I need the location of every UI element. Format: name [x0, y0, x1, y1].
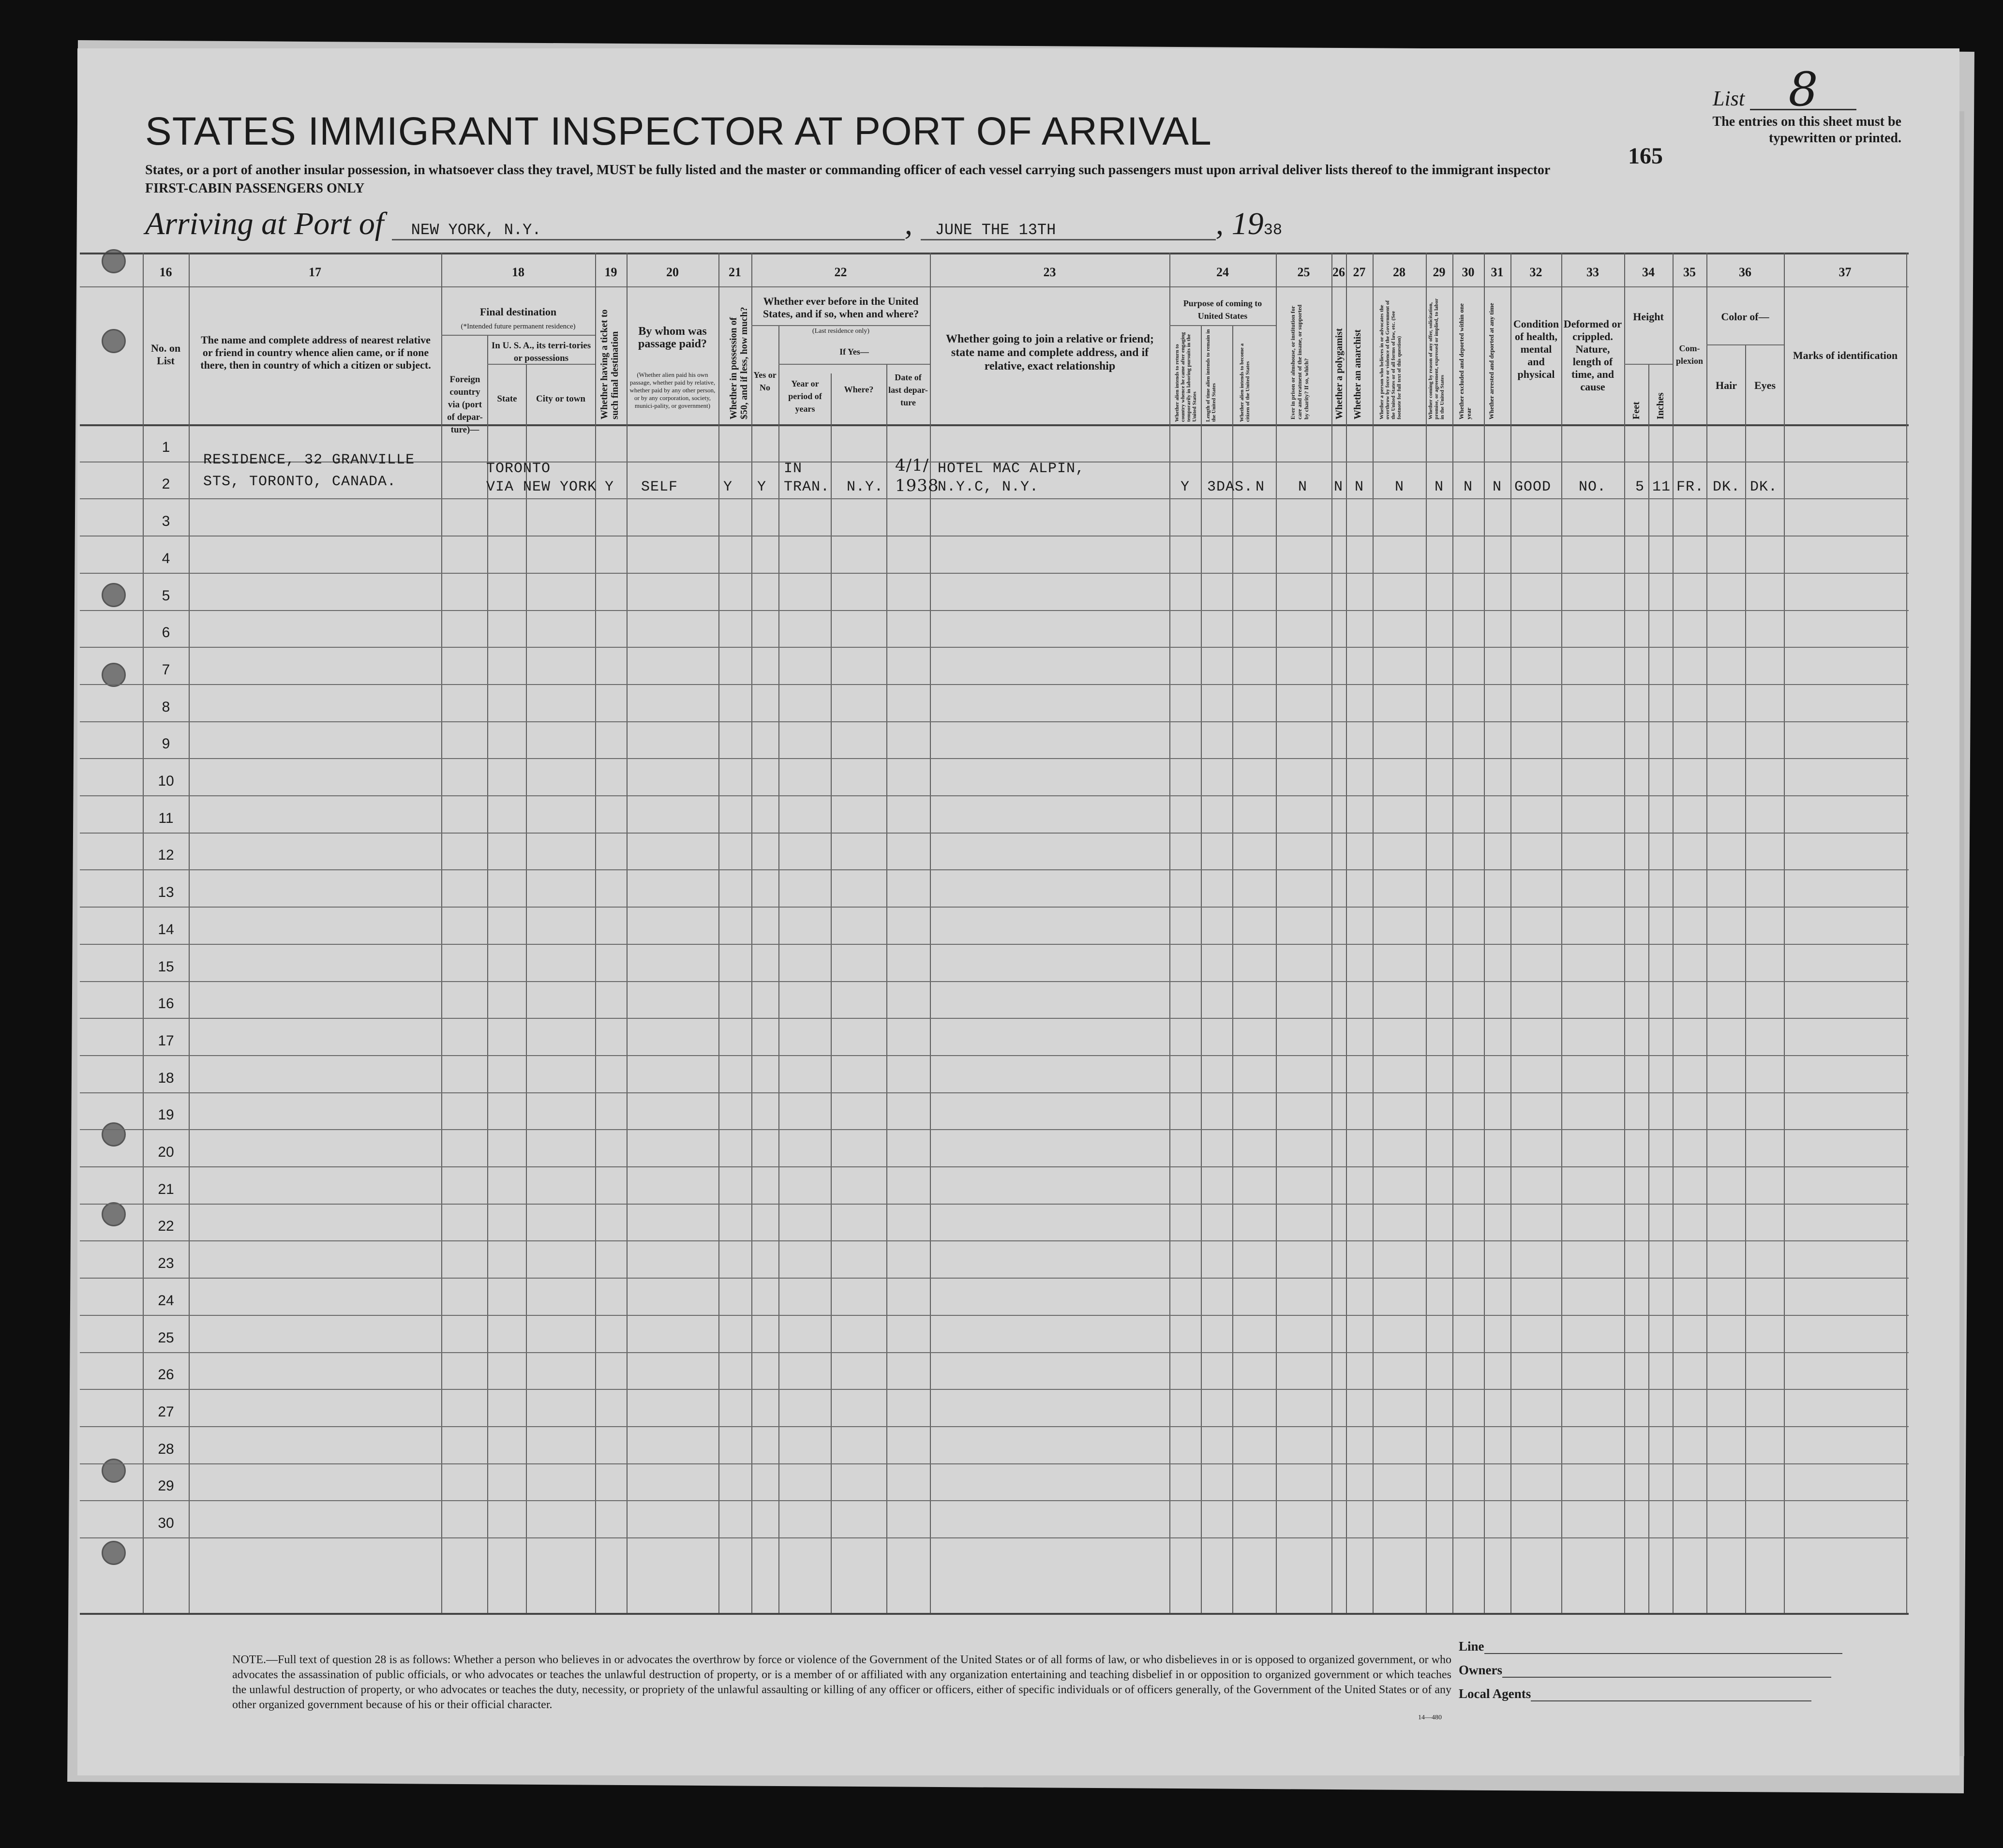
owners-label: Owners	[1459, 1663, 1502, 1677]
entry-prison: N	[1298, 479, 1308, 495]
intro-class: FIRST-CABIN PASSENGERS ONLY	[145, 181, 365, 196]
row-number: 10	[158, 773, 174, 789]
row-line	[80, 1500, 1909, 1501]
row-line	[80, 536, 1909, 537]
row-line	[80, 1426, 1909, 1427]
entry-ticket: Y	[605, 479, 614, 495]
header-deformed: Deformed or crippled. Nature, length of time, and cause	[1563, 318, 1622, 393]
entry-destination: VIA NEW YORK	[486, 479, 597, 495]
footnote-text: NOTE.—Full text of question 28 is as follows: Whether a person who believes in or advocates the overthrow by force or violence of the Government of the United States or of all forms of law, or who disbelieves in or is opposed to organized government, or who advocates the assassination of public officials, or who advocates or teaches the unlawful destruction of property, or is a member of or affiliated with any organization entertaining and teaching disbelief in or opposition to organized government or which teaches the unlawful destruction of property, or who advocates or teaches the duty, necessity, or propriety of the unlawful assaulting or killing of any officer or officers, either of specific individuals or of officers generally, of the Government of the United States or of any other organized government because of his or their official character.	[232, 1654, 1451, 1711]
local-agents-label: Local Agents	[1459, 1686, 1531, 1701]
header-year-period: Year or period of years	[788, 379, 822, 414]
row-line	[80, 1537, 1909, 1538]
header-anarchist: Whether an anarchist	[1352, 329, 1363, 419]
row-number: 2	[162, 476, 170, 492]
header-purpose-return: Whether alien intends to return to country whence he came after engaging temporarily in laboring pursuits in the United States	[1174, 332, 1197, 422]
header-inches: Inches	[1655, 392, 1666, 419]
entry-passage: SELF	[641, 479, 678, 495]
row-line	[80, 869, 1909, 870]
row-number: 27	[158, 1403, 174, 1420]
header-nearest-relative: The name and complete address of nearest relative or friend in country whence alien came, or if none there, then in country of which a citizen or subject.	[200, 334, 431, 371]
row-line	[80, 721, 1909, 722]
entry-join: N.Y.C, N.Y.	[938, 479, 1039, 495]
page-title: STATES IMMIGRANT INSPECTOR AT PORT OF ARRIVAL	[145, 109, 1212, 153]
col-number: 30	[1462, 265, 1475, 279]
entry-polygamist: N	[1334, 479, 1344, 495]
entry-arrested: N	[1493, 479, 1502, 495]
row-number: 21	[158, 1181, 174, 1197]
row-number: 26	[158, 1367, 174, 1383]
row-number: 4	[162, 550, 170, 566]
entry-purpose-citizen: N	[1256, 479, 1265, 495]
entry-address: STS, TORONTO, CANADA.	[203, 474, 397, 490]
row-number: 25	[158, 1329, 174, 1346]
header-passage-paid: By whom was passage paid?	[638, 325, 707, 350]
row-number: 29	[158, 1478, 174, 1494]
entry-inches: 11	[1652, 479, 1671, 495]
col-number: 34	[1642, 265, 1655, 279]
col-number: 31	[1491, 265, 1504, 279]
header-ticket: Whether having a ticket to such final destination	[599, 309, 620, 419]
entry-purpose-length: 3DAS.	[1207, 479, 1254, 495]
row-line	[80, 1204, 1909, 1205]
col-number: 37	[1839, 265, 1852, 279]
col-number: 19	[604, 265, 617, 279]
row-line	[80, 758, 1909, 759]
row-line	[80, 1055, 1909, 1056]
header-complexion: Com-plexion	[1675, 343, 1703, 366]
entry-hair: DK.	[1713, 479, 1741, 495]
header-overthrow: Whether a person who believes in or advocates the overthrow by force or violence of the Government of the United States or of all forms of law, etc. (See footnote for full text of this question)	[1379, 300, 1402, 419]
header-fifty-dollars: Whether in possession of $50, and if less, how much?	[728, 307, 749, 419]
year-prefix: 19	[1231, 206, 1264, 241]
row-number: 11	[158, 810, 174, 826]
row-number: 3	[162, 513, 170, 530]
row-line	[80, 795, 1909, 796]
row-number: 12	[158, 847, 174, 864]
header-yes-no: Yes or No	[753, 370, 777, 392]
row-line	[80, 573, 1909, 574]
row-number: 14	[158, 921, 174, 938]
header-excluded: Whether excluded and deported within one year	[1458, 303, 1472, 419]
col-number: 24	[1216, 265, 1229, 279]
row-number: 18	[158, 1070, 174, 1086]
row-number: 24	[158, 1292, 174, 1309]
entry-join: HOTEL MAC ALPIN,	[938, 461, 1085, 477]
row-line	[80, 1166, 1909, 1167]
col-number: 36	[1739, 265, 1751, 279]
row-line	[80, 1092, 1909, 1093]
row-line	[80, 1018, 1909, 1019]
line-label: Line	[1459, 1639, 1484, 1654]
row-line	[80, 981, 1909, 982]
row-number: 23	[158, 1255, 174, 1272]
col-number: 23	[1043, 265, 1056, 279]
header-health: Condition of health, mental and physical	[1513, 318, 1559, 380]
entries-note: The entries on this sheet must be typewritten or printed.	[1712, 114, 1901, 146]
entry-purpose-return: Y	[1181, 479, 1190, 495]
row-line	[80, 610, 1909, 611]
row-line	[80, 907, 1909, 908]
row-number: 15	[158, 958, 174, 975]
entry-complexion: FR.	[1676, 479, 1704, 495]
row-line	[80, 647, 1909, 648]
col-number: 27	[1353, 265, 1366, 279]
arriving-line: Arriving at Port of NEW YORK, N.Y. , JUNE THE 13TH , 1938	[145, 206, 1283, 241]
entry-address: RESIDENCE, 32 GRANVILLE	[203, 452, 415, 468]
entry-deformed: NO.	[1579, 479, 1607, 495]
header-where: Where?	[844, 385, 874, 394]
row-number: 17	[158, 1032, 174, 1049]
footnote	[232, 1653, 1451, 1721]
row-line	[80, 1240, 1909, 1241]
col-number: 25	[1297, 265, 1310, 279]
row-line	[80, 1278, 1909, 1279]
entry-money: Y	[723, 479, 733, 495]
col-number: 16	[159, 265, 172, 279]
entry-feet: 5	[1635, 479, 1645, 495]
header-final-destination: Final destination	[479, 306, 557, 318]
header-ever-before: Whether ever before in the United States, and if so, when and where?	[762, 295, 919, 320]
entry-period: IN	[784, 461, 803, 477]
entry-overthrow: N	[1395, 479, 1405, 495]
col-number: 18	[512, 265, 524, 279]
header-last-residence: (Last residence only)	[812, 328, 870, 335]
row-number: 19	[158, 1107, 174, 1123]
line-field	[1459, 1639, 1842, 1654]
entry-labor: N	[1435, 479, 1444, 495]
header-marks: Marks of identification	[1793, 349, 1898, 361]
row-number: 5	[162, 587, 170, 604]
intro-text	[145, 161, 1742, 198]
header-city: City or town	[536, 394, 586, 404]
col-number: 32	[1529, 265, 1542, 279]
header-final-destination-sub: (*Intended future permanent residence)	[461, 323, 576, 330]
header-no-on-list: No. on List	[150, 342, 181, 367]
header-height: Height	[1633, 311, 1664, 323]
row-number: 8	[162, 699, 170, 715]
row-line	[80, 1315, 1909, 1316]
header-join-relative: Whether going to join a relative or friend; state name and complete address, and if relative, exact relationship	[946, 333, 1154, 373]
row-line	[80, 1389, 1909, 1390]
header-foreign-country: Foreign country via (port of depar-ture)—	[447, 374, 483, 435]
col-number: 20	[666, 265, 679, 279]
row-line	[80, 684, 1909, 685]
row-number: 1	[162, 439, 170, 455]
entry-period: TRAN.	[784, 479, 830, 495]
entry-before: Y	[757, 479, 767, 495]
header-date-departure: Date of last depar-ture	[888, 373, 928, 407]
header-labor-offer: Whether coming by reason of any offer, solicitation, promise, or agreement, expressed or implied, to labor in the United States	[1428, 298, 1445, 419]
form-reference: 14—480	[1418, 1714, 1442, 1721]
header-if-yes: If Yes—	[839, 347, 869, 357]
row-line	[80, 944, 1909, 945]
stamp-number: 165	[1628, 143, 1663, 169]
header-purpose: Purpose of coming to United States	[1183, 298, 1262, 321]
list-number	[1713, 62, 1856, 117]
entry-health: GOOD	[1514, 479, 1552, 495]
entry-excluded: N	[1464, 479, 1473, 495]
header-purpose-length: Length of time alien intends to remain in the United States	[1205, 329, 1217, 422]
entry-date: 1938	[895, 476, 939, 495]
entry-anarchist: N	[1355, 479, 1364, 495]
col-number: 29	[1433, 265, 1446, 279]
entry-eyes: DK.	[1750, 479, 1778, 495]
header-state: State	[497, 394, 517, 404]
header-hair: Hair	[1716, 379, 1737, 391]
header-eyes: Eyes	[1754, 379, 1776, 391]
date-field: JUNE THE 13TH	[921, 221, 1216, 240]
list-label: List	[1713, 87, 1745, 110]
row-line	[80, 833, 1909, 834]
row-line	[80, 1352, 1909, 1353]
col-number: 17	[309, 265, 321, 279]
header-arrested: Whether arrested and deported at any time	[1488, 303, 1495, 419]
header-feet: Feet	[1631, 402, 1642, 419]
col-number: 26	[1332, 265, 1345, 279]
owners-field	[1459, 1663, 1831, 1678]
row-number: 16	[158, 996, 174, 1012]
header-in-usa: In U. S. A., its terri-tories or possessions	[491, 341, 591, 363]
manifest-table	[80, 253, 1909, 1613]
row-line	[80, 1129, 1909, 1130]
col-number: 33	[1586, 265, 1599, 279]
year-suffix: 38	[1263, 221, 1283, 239]
row-number: 6	[162, 625, 170, 641]
header-color-of: Color of—	[1721, 311, 1769, 323]
row-number: 13	[158, 884, 174, 901]
port-field: NEW YORK, N.Y.	[392, 221, 905, 240]
list-number-value: 8	[1750, 70, 1856, 110]
row-number: 20	[158, 1144, 174, 1160]
row-line	[80, 498, 1909, 499]
entry-date: 4/1/	[895, 456, 929, 475]
entry-destination: TORONTO	[486, 461, 551, 477]
header-prison: Ever in prison or almshouse, or institution for care and treatment of the insane, or supported by charity? If so, which?	[1289, 304, 1310, 419]
col-number: 21	[729, 265, 741, 279]
row-number: 30	[158, 1515, 174, 1531]
row-number: 9	[162, 736, 170, 752]
header-purpose-citizen: Whether alien intends to become a citizen of the United States	[1239, 343, 1251, 422]
intro-line: States, or a port of another insular possession, in whatsoever class they travel, MUST be fully listed and the master or commanding officer of each vessel carrying such passengers must upon arrival deliver lists thereof to the immigrant inspector	[145, 163, 1551, 178]
col-number: 22	[834, 265, 847, 279]
header-passage-sub: (Whether alien paid his own passage, whether paid by relative, whether paid by any other person, or by any corporation, society, munici-pality, or government)	[629, 371, 716, 409]
arriving-label: Arriving at Port of	[145, 206, 384, 241]
local-agents-field	[1459, 1686, 1811, 1701]
row-number: 7	[162, 661, 170, 678]
row-number: 28	[158, 1441, 174, 1457]
col-number: 28	[1393, 265, 1405, 279]
col-number: 35	[1683, 265, 1696, 279]
row-number: 22	[158, 1218, 174, 1235]
header-polygamist: Whether a polygamist	[1334, 328, 1345, 419]
row-line	[80, 1463, 1909, 1464]
entry-where: N.Y.	[847, 479, 884, 495]
